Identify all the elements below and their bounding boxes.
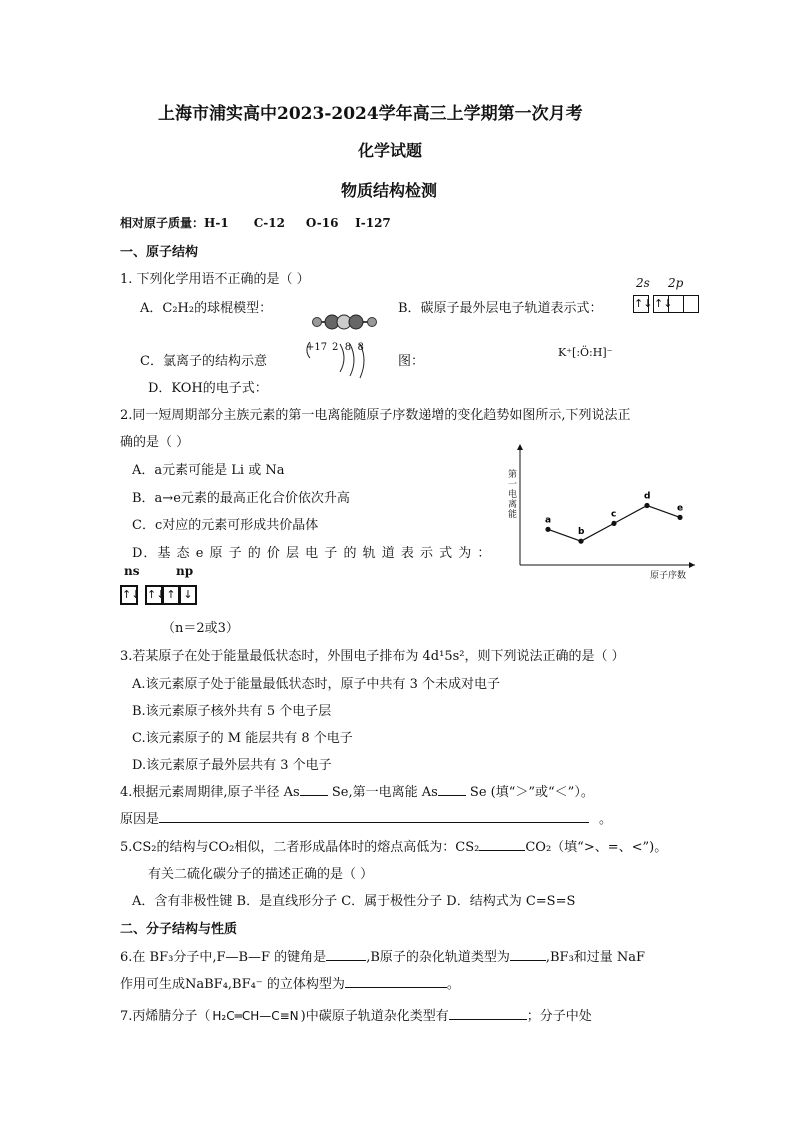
atomic-mass-line: 相对原子质量：H-1 C-12 O-16 I-127 — [120, 216, 391, 230]
q7-text-c: ；分子中处 — [526, 1009, 592, 1024]
q1-option-d: D．KOH的电子式： — [148, 381, 268, 396]
q2-option-d: D．基 态 e 原 子 的 价 层 电 子 的 轨 道 表 示 式 为 ： — [132, 546, 492, 561]
ionization-energy-chart — [500, 440, 700, 582]
data-point-b — [578, 539, 583, 544]
data-point-c — [611, 521, 616, 526]
q2-note: （n＝2或3） — [162, 621, 239, 636]
label-ns: ns — [124, 564, 140, 578]
data-label-b: b — [578, 527, 585, 538]
q6-text-c: ,BF₃和过量 NaF — [545, 950, 646, 965]
q7-text-a: 7.丙烯腈分子（ — [120, 1009, 211, 1024]
q1-option-b: B．碳原子最外层电子轨道表示式： — [398, 301, 603, 316]
data-point-e — [677, 515, 682, 520]
q6-line2 — [120, 973, 460, 992]
acrylonitrile-formula: H₂C═CH—C≡N — [212, 1009, 299, 1023]
q4-text-c: Se (填“＞”或“＜”）。 — [465, 785, 594, 800]
q5-options: A．含有非极性键 B．是直线形分子 C．属于极性分子 D．结构式为 C=S=S — [132, 894, 576, 909]
ball-stick-model-image — [310, 312, 380, 332]
section-heading-2: 二、分子结构与性质 — [120, 922, 238, 937]
x-axis-label: 原子序数 — [650, 571, 687, 581]
label-np: np — [176, 564, 194, 578]
q3-option-c: C.该元素原子的 M 能层共有 8 个电子 — [132, 731, 353, 746]
q3-option-a: A.该元素原子处于能量最低状态时，原子中共有 3 个未成对电子 — [132, 677, 501, 692]
x-axis-arrow — [689, 562, 695, 568]
orbital-box-ns: ↑↓ — [120, 585, 138, 605]
q3-stem: 3.若某原子在处于能量最低状态时，外围电子排布为 4d¹5s²，则下列说法正确的是（ ） — [120, 649, 625, 664]
q2-stem-line2: 确的是（ ） — [120, 435, 190, 450]
q6-blank-hybrid[interactable] — [510, 948, 546, 961]
q4-blank-reason[interactable] — [159, 810, 589, 823]
orbital-label-2p: 2p — [668, 276, 684, 290]
subtitle-chemistry: 化学试题 — [358, 141, 423, 160]
q4-period: 。 — [599, 812, 613, 827]
q4-reason-label: 原因是 — [120, 812, 160, 827]
shell-electrons: 2 8 8 — [332, 342, 364, 353]
orbital-box-2p-3 — [683, 295, 699, 313]
carbon-orbital-diagram — [633, 293, 698, 313]
orbital-box-2p-2 — [668, 295, 684, 313]
q2-option-c: C．c对应的元素可形成共价晶体 — [132, 518, 319, 533]
orbital-box-np-1: ↑↓ — [145, 585, 163, 605]
q3-option-b: B.该元素原子核外共有 5 个电子层 — [132, 704, 332, 719]
q6-text-b: ,B原子的杂化轨道类型为 — [366, 950, 510, 965]
q4-blank-radius[interactable] — [300, 783, 328, 796]
q6-blank-angle[interactable] — [326, 948, 366, 961]
orbital-box-np-2: ↑ — [162, 585, 180, 605]
q2-option-b: B．a→e元素的最高正化合价依次升高 — [132, 491, 350, 506]
q4-line2 — [120, 808, 612, 827]
subtitle-structure: 物质结构检测 — [341, 181, 438, 200]
orbital-label-2s: 2s — [636, 276, 650, 290]
q2-stem-line1: 2.同一短周期部分主族元素的第一电离能随原子序数递增的变化趋势如图所示,下列说法正 — [120, 408, 631, 423]
q4-text-a: 4.根据元素周期律,原子半径 As — [120, 785, 300, 800]
koh-electron-formula: K⁺[:Ö:H]⁻ — [558, 346, 613, 359]
page-title: 上海市浦实高中2023-2024学年高三上学期第一次月考 — [158, 104, 583, 124]
data-label-a: a — [545, 515, 552, 526]
q7-text-b: )中碳原子轨道杂化类型有 — [300, 1009, 449, 1024]
q7-line1 — [120, 1005, 592, 1024]
q7-blank-hybrid[interactable] — [449, 1007, 527, 1020]
q6-blank-geometry[interactable] — [345, 975, 447, 988]
y-axis-arrow — [517, 444, 523, 450]
q1-option-c-tail: 图： — [398, 354, 425, 369]
data-label-e: e — [677, 503, 684, 514]
q5-line2: 有关二硫化碳分子的描述正确的是（ ） — [148, 867, 374, 882]
section-heading-1: 一、原子结构 — [120, 245, 199, 260]
q2-option-a: A．a元素可能是 Li 或 Na — [132, 463, 285, 478]
orbital-box-2s: ↑↓ — [633, 295, 649, 313]
q1-stem: 1. 下列化学用语不正确的是（ ） — [120, 272, 310, 287]
orbital-box-2p-1: ↑↓ — [653, 295, 669, 313]
valence-orbital-diagram — [120, 584, 196, 605]
nucleus-charge: +17 — [306, 342, 328, 353]
data-label-d: d — [644, 491, 651, 502]
data-point-a — [545, 527, 550, 532]
data-label-c: c — [611, 509, 617, 520]
q4-blank-ionization[interactable] — [438, 783, 466, 796]
q5-line1 — [120, 836, 667, 855]
y-axis-label: 第一电离能 — [508, 470, 518, 520]
q1-option-a: A．C₂H₂的球棍模型： — [140, 301, 273, 316]
q6-text-e: 。 — [446, 977, 460, 992]
q1-option-c: C．氯离子的结构示意 — [140, 354, 267, 369]
q5-blank-melting[interactable] — [479, 838, 525, 851]
q5-text-b: CO₂（填“>、=、<”)。 — [525, 840, 668, 855]
q4-line1 — [120, 781, 594, 800]
q6-line1 — [120, 946, 645, 965]
data-point-d — [644, 503, 649, 508]
q5-text-a: 5.CS₂的结构与CO₂相似，二者形成晶体时的熔点高低为：CS₂ — [120, 840, 480, 855]
orbital-box-np-3: ↓ — [179, 585, 197, 605]
q6-text-a: 6.在 BF₃分子中,F—B—F 的键角是 — [120, 950, 327, 965]
q4-text-b: Se,第一电离能 As — [327, 785, 438, 800]
q3-option-d: D.该元素原子最外层共有 3 个电子 — [132, 758, 332, 773]
q6-text-d: 作用可生成NaBF₄,BF₄⁻ 的立体构型为 — [120, 977, 345, 992]
